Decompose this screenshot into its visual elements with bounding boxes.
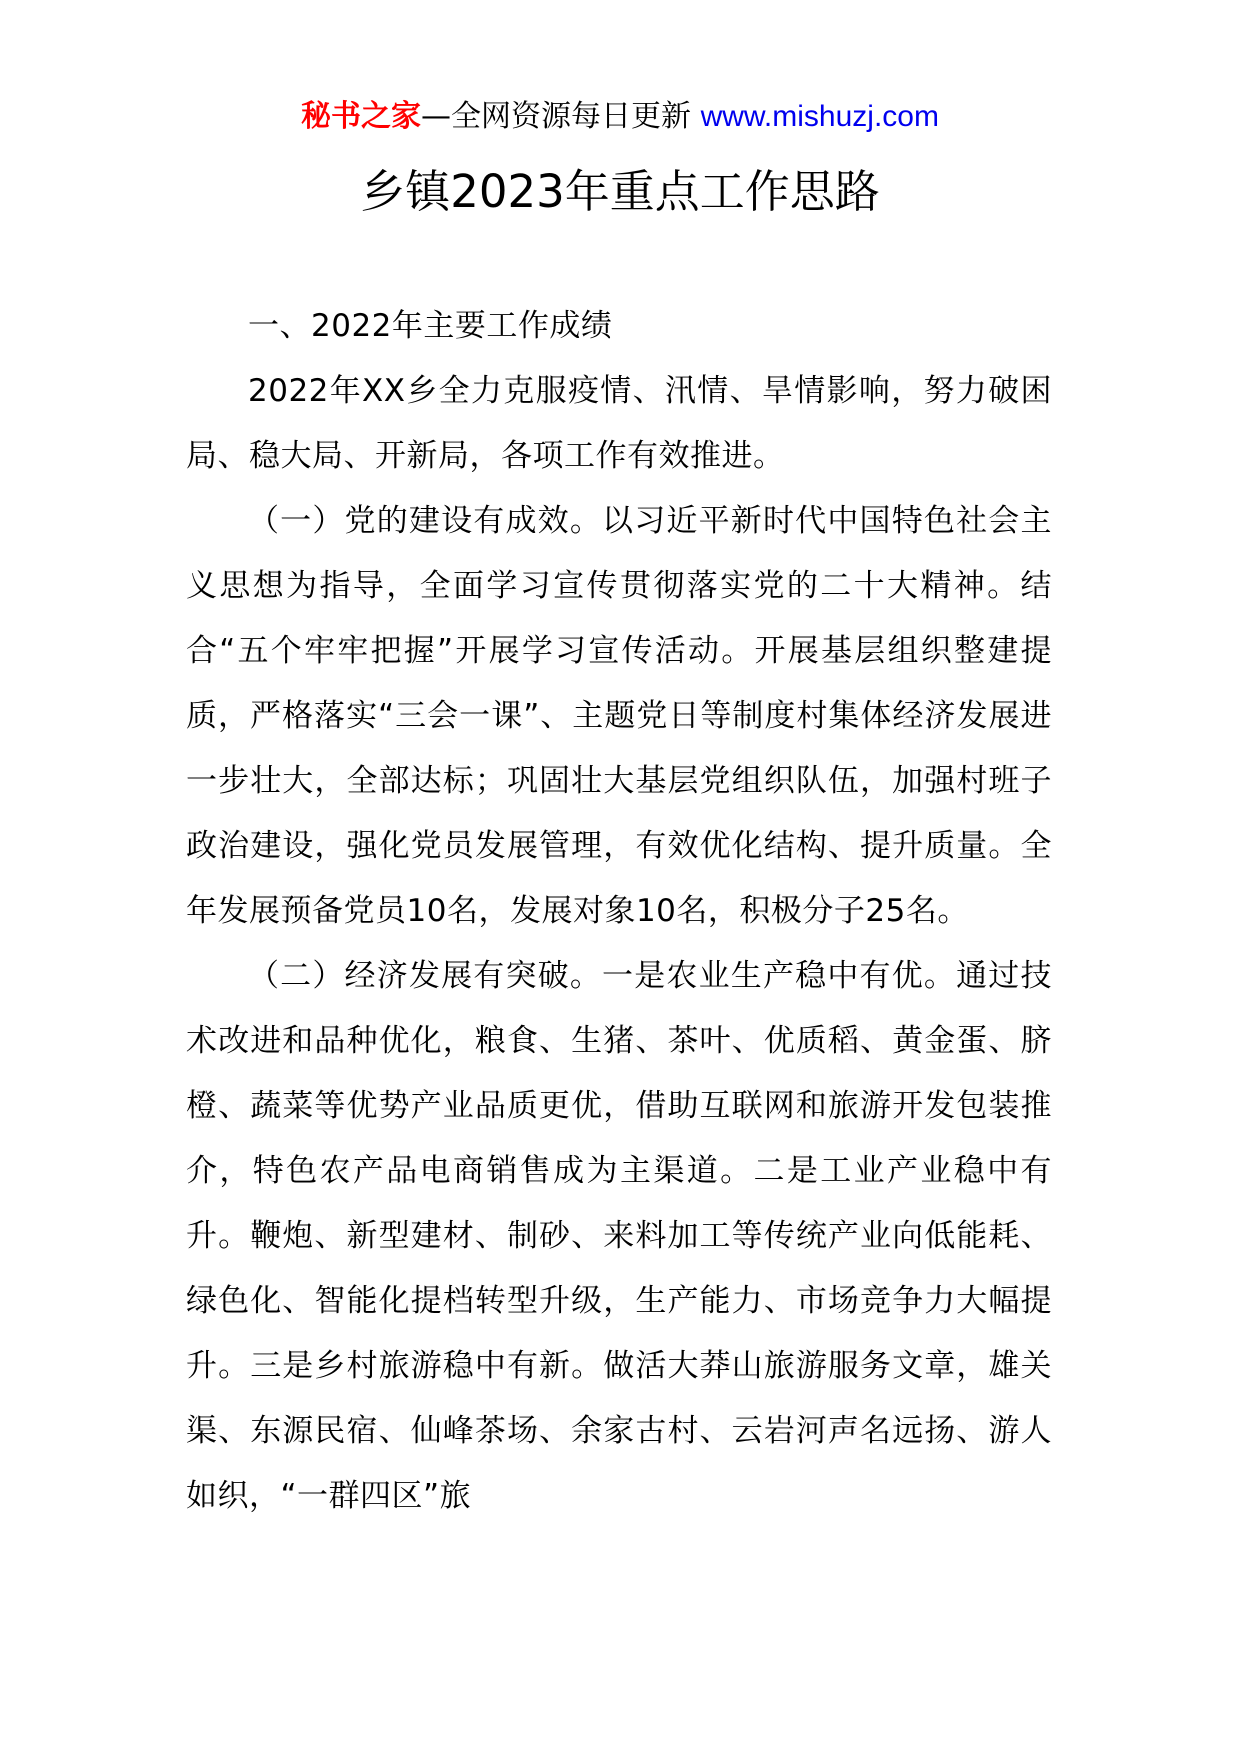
document-title: 乡镇2023年重点工作思路: [360, 165, 880, 218]
site-url-link[interactable]: www.mishuzj.com: [700, 100, 939, 133]
document-body: [186, 294, 1052, 1529]
section-heading: 一、2022年主要工作成绩: [248, 308, 613, 344]
body-paragraph: 2022年XX乡全力克服疫情、汛情、旱情影响，努力破困局、稳大局、开新局，各项工作有效推进。: [186, 373, 1052, 474]
header-slogan: —全网资源每日更新: [421, 99, 692, 134]
site-header: [0, 96, 1240, 138]
body-paragraph: （一）党的建设有成效。以习近平新时代中国特色社会主义思想为指导，全面学习宣传贯彻落实党的二十大精神。结合“五个牢牢把握”开展学习宣传活动。开展基层组织整建提质，严格落实“三会一课”、主题党日等制度村集体经济发展进一步壮大，全部达标；巩固壮大基层党组织队伍，加强村班子政治建设，强化党员发展管理，有效优化结构、提升质量。全年发展预备党员10名，发展对象10名，积极分子25名。: [186, 503, 1052, 929]
brand-name: 秘书之家: [301, 99, 422, 134]
body-paragraph: （二）经济发展有突破。一是农业生产稳中有优。通过技术改进和品种优化，粮食、生猪、茶叶、优质稻、黄金蛋、脐橙、蔬菜等优势产业品质更优，借助互联网和旅游开发包装推介，特色农产品电商销售成为主渠道。二是工业产业稳中有升。鞭炮、新型建材、制砂、来料加工等传统产业向低能耗、绿色化、智能化提档转型升级，生产能力、市场竞争力大幅提升。三是乡村旅游稳中有新。做活大莽山旅游服务文章，雄关渠、东源民宿、仙峰茶场、余家古村、云岩河声名远扬、游人如织，“一群四区”旅: [186, 958, 1052, 1514]
